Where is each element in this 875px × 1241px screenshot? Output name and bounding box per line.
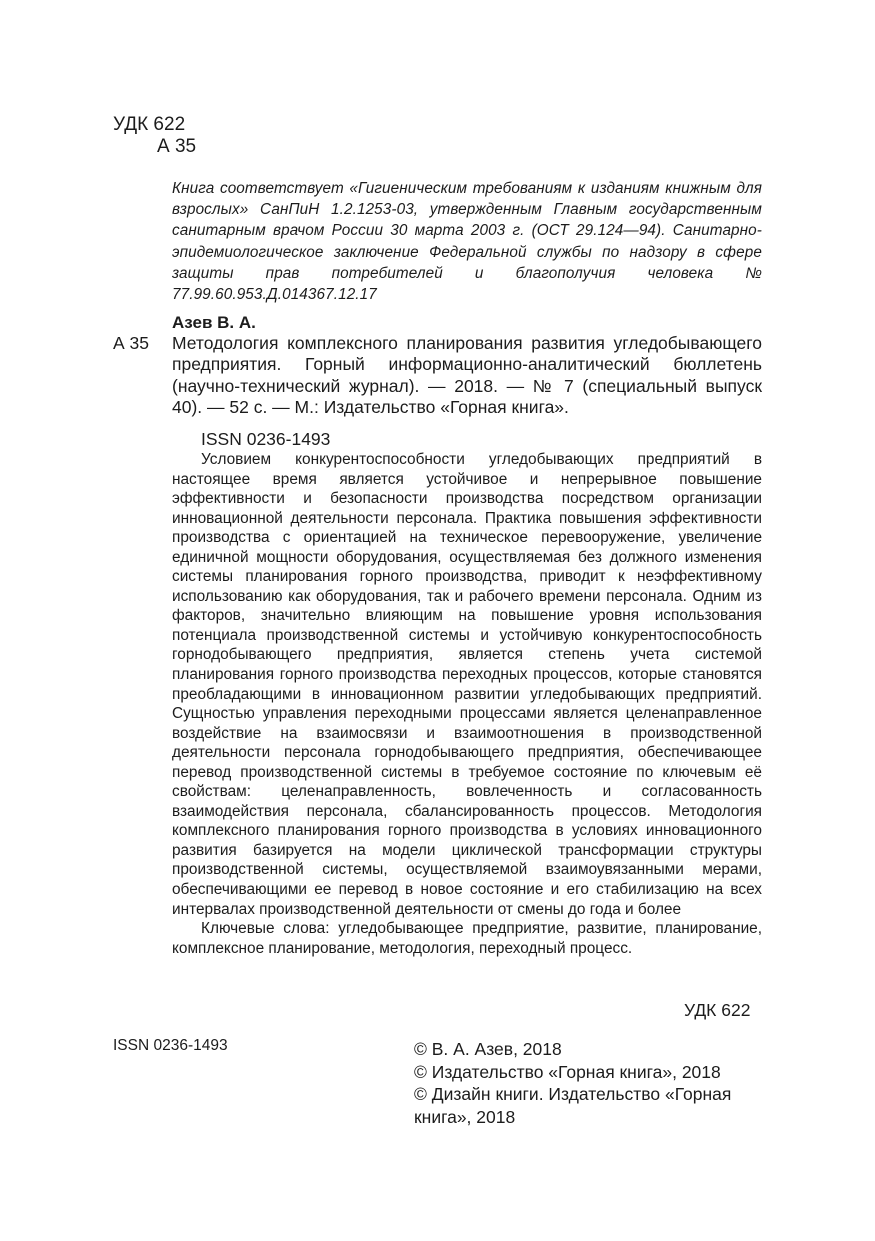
abstract-text: Условием конкурентоспособности угледобывающих предприятий в настоящее время является устойчивое и непрерывное повышение эффективности и безопасности производства посредством организации инновационной деятельности персонала. Практика повышения эффективности производства с ориентацией на техническое перевооружение, увеличение единичной мощности оборудования, осуществляемая без должного изменения системы планирования горного производства, приводит к неэффективному использованию как оборудования, так и рабочего времени персонала. Одним из факторов, значительно влияющим на повышение уровня использования потенциала производственной системы и устойчивую конкурентоспособность горнодобывающего предприятия, является степень учета системой планирования горного производства переходных процессов, которые становятся преобладающими в инновационном развитии угледобывающих предприятий. Сущностью управления переходными процессами является целенаправленное воздействие на взаимосвязи и взаимоотношения в производственной деятельности персонала горнодобывающего предприятия, обеспечивающее перевод производственной системы в требуемое состояние по ключевым её свойствам: целенаправленность, вовлеченность и согласованность взаимодействия персонала, сбалансированность процессов. Методология комплексного планирования горного производства в условиях инновационного развития базируется на модели циклической трансформации структуры производственной системы, осуществляемой взаимоувязанными мерами, обеспечивающими ее перевод в новое состояние и его стабилизацию на всех интервалах производственной деятельности от смены до года и более	[172, 451, 762, 918]
author-index-left: А 35	[113, 333, 149, 353]
issn-bottom: ISSN 0236-1493	[113, 1037, 228, 1054]
copyright-line: © В. А. Азев, 2018	[414, 1039, 562, 1059]
author-index-code: А 35	[157, 136, 197, 157]
copyright-block	[414, 1038, 774, 1128]
hygiene-notice: Книга соответствует «Гигиеническим требованиям к изданиям книжным для взрослых» СанПиН 1.2.1253-03, утвержденным Главным государственным санитарным врачом России 30 марта 2003 г. (ОСТ 29.124—94). Санитарно-эпидемиологическое заключение Федеральной службы по надзору в сфере защиты прав потребителей и благополучия человека № 77.99.60.953.Д.014367.12.17	[172, 180, 762, 304]
copyright-line: © Издательство «Горная книга», 2018	[414, 1061, 721, 1082]
udk-code: УДК 622	[113, 114, 186, 135]
issn-line: ISSN 0236-1493	[201, 429, 331, 449]
keywords: Ключевые слова: угледобывающее предприятие, развитие, планирование, комплексное планирование, методология, переходный процесс.	[172, 920, 762, 957]
author-name: Азев В. А.	[172, 313, 256, 332]
abstract	[172, 450, 762, 958]
udk-block	[113, 114, 196, 158]
bibliographic-description: Методология комплексного планирования развития угледобывающего предприятия. Горный информационно-аналитический бюллетень (научно-технический журнал). — 2018. — № 7 (специальный выпуск 40). — 52 с. — М.: Издательство «Горная книга».	[172, 333, 762, 417]
copyright-line: © Дизайн книги. Издательство «Горная книга», 2018	[414, 1084, 732, 1127]
udk-right: УДК 622	[684, 1000, 751, 1020]
